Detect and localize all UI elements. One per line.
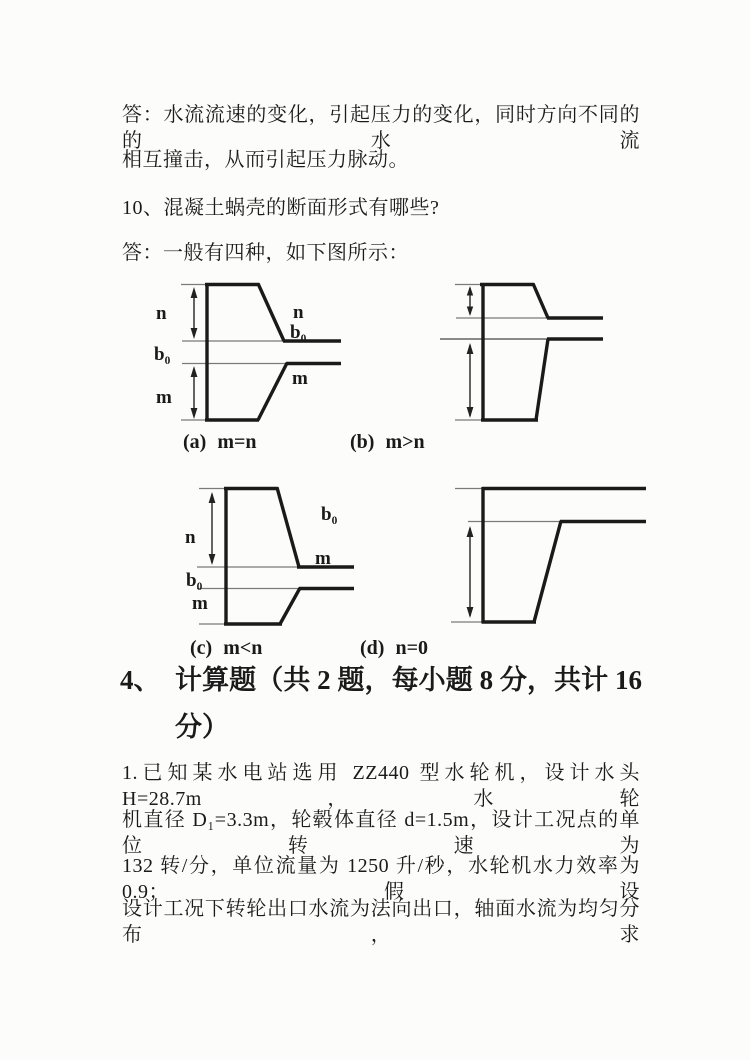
- caption-b-tag: (b): [350, 431, 375, 453]
- label-b0-right: b₀: [290, 322, 307, 343]
- diagram-b-figure: [438, 277, 650, 427]
- label-b0-left: b₀: [154, 344, 171, 365]
- diagram-a-figure: [150, 277, 450, 427]
- answer10-intro: 答：一般有四种，如下图所示：: [122, 242, 409, 264]
- label-m-left: m: [192, 593, 208, 614]
- section4-number: 4、: [120, 665, 161, 695]
- problem1-line4: 设计工况下转轮出口水流为法向出口，轴面水流为均匀分布，求: [122, 898, 640, 946]
- caption-c-formula: m<n: [223, 637, 263, 659]
- label-n-left: n: [185, 527, 196, 548]
- problem1-line1: 1.已知某水电站选用 ZZ440 型水轮机，设计水头 H=28.7m，水轮: [122, 762, 640, 810]
- caption-d: [360, 637, 428, 660]
- caption-a: [183, 431, 257, 454]
- label-m-right: m: [292, 368, 308, 389]
- answer9-line1: 答：水流流速的变化，引起压力的变化，同时方向不同的的水流: [122, 104, 640, 152]
- label-m-left: m: [156, 387, 172, 408]
- caption-c: [190, 637, 262, 660]
- caption-a-formula: m=n: [217, 431, 257, 453]
- caption-d-formula: n=0: [395, 637, 428, 659]
- caption-a-tag: (a): [183, 431, 207, 453]
- answer9-line2: 相互撞击，从而引起压力脉动。: [122, 149, 409, 171]
- caption-b-formula: m>n: [385, 431, 425, 453]
- caption-b: [350, 431, 425, 454]
- label-b0-right: b₀: [321, 504, 338, 525]
- question10-text: 10、混凝土蜗壳的断面形式有哪些?: [122, 197, 440, 219]
- section4-heading-line1: [120, 663, 642, 697]
- label-n-right: n: [293, 302, 304, 323]
- label-m-right: m: [315, 548, 331, 569]
- problem1-line2: 机直径 D₁=3.3m，轮毂体直径 d=1.5m，设计工况点的单位转速为: [122, 809, 640, 857]
- caption-d-tag: (d): [360, 637, 385, 659]
- section4-title-line2: 分）: [175, 712, 229, 742]
- diagram-c-figure: [165, 481, 455, 631]
- problem1-line3: 132 转/分，单位流量为 1250 升/秒，水轮机水力效率为 0.9；假设: [122, 855, 640, 903]
- label-n-left: n: [156, 303, 167, 324]
- label-b0-left: b₀: [186, 570, 203, 591]
- section4-title-line1: 计算题（共 2 题，每小题 8 分，共计 16: [175, 665, 642, 695]
- diagram-d-figure: [450, 481, 650, 631]
- caption-c-tag: (c): [190, 637, 213, 659]
